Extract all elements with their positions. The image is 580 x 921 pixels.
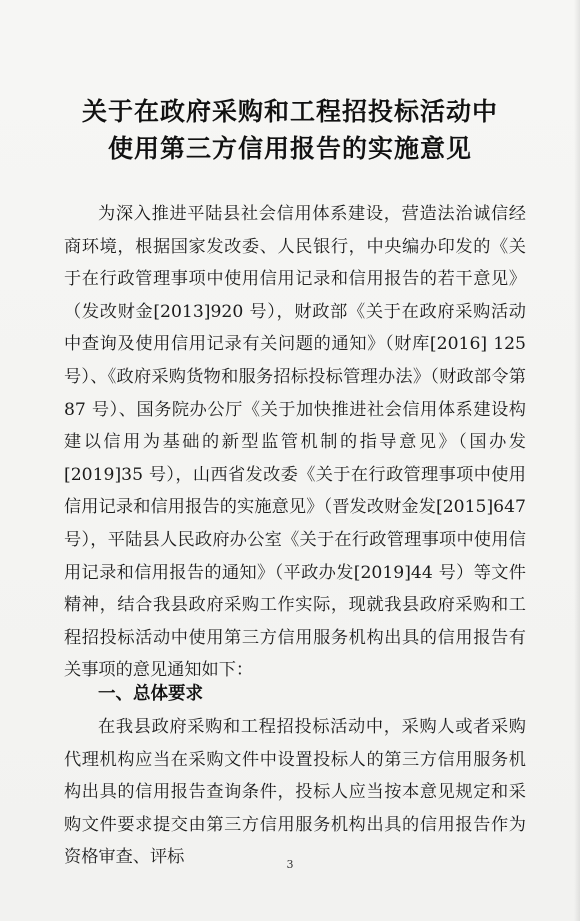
preamble-paragraph-text: 为深入推进平陆县社会信用体系建设，营造法治诚信经商环境，根据国家发改委、人民银行，中央编办印发的《关于在行政管理事项中使用信用记录和信用报告的若干意见》（发改财金[2013]920 号），财政部《关于在政府采购活动中查询及使用信用记录有关问题的通知》（财库[2016] 125 号）、《政府采购货物和服务招标投标管理办法》（财政部令第 87 号）、国务院办公厅《关于加快推进社会信用体系建设构建以信用为基础的新型监管机制的指导意见》（国办发[2019]35 号），山西省发改委《关于在行政管理事项中使用信用记录和信用报告的实施意见》（晋发改财金发[2015]647 号），平陆县人民政府办公室《关于在行政管理事项中使用信用记录和信用报告的通知》（平政办发[2019]44 号）等文件精神，结合我县政府采购工作实际，现就我县政府采购和工程招投标活动中使用第三方信用服务机构出具的信用报告有关事项的意见通知如下： — [64, 204, 526, 681]
preamble-paragraph — [64, 198, 526, 687]
document-title-line-2: 使用第三方信用报告的实施意见 — [107, 134, 472, 163]
general-requirements-paragraph-text: 在我县政府采购和工程招投标活动中，采购人或者采购代理机构应当在采购文件中设置投标人的第三方信用服务机构出具的信用报告查询条件，投标人应当按本意见规定和采购文件要求提交由第三方信用服务机构出具的信用报告作为资格审查、评标 — [64, 717, 526, 868]
document-title-line-1: 关于在政府采购和工程招投标活动中 — [81, 97, 498, 126]
page-number: 3 — [286, 858, 294, 871]
general-requirements-paragraph — [64, 711, 526, 874]
section-heading-general-requirements: 一、总体要求 — [98, 684, 203, 704]
